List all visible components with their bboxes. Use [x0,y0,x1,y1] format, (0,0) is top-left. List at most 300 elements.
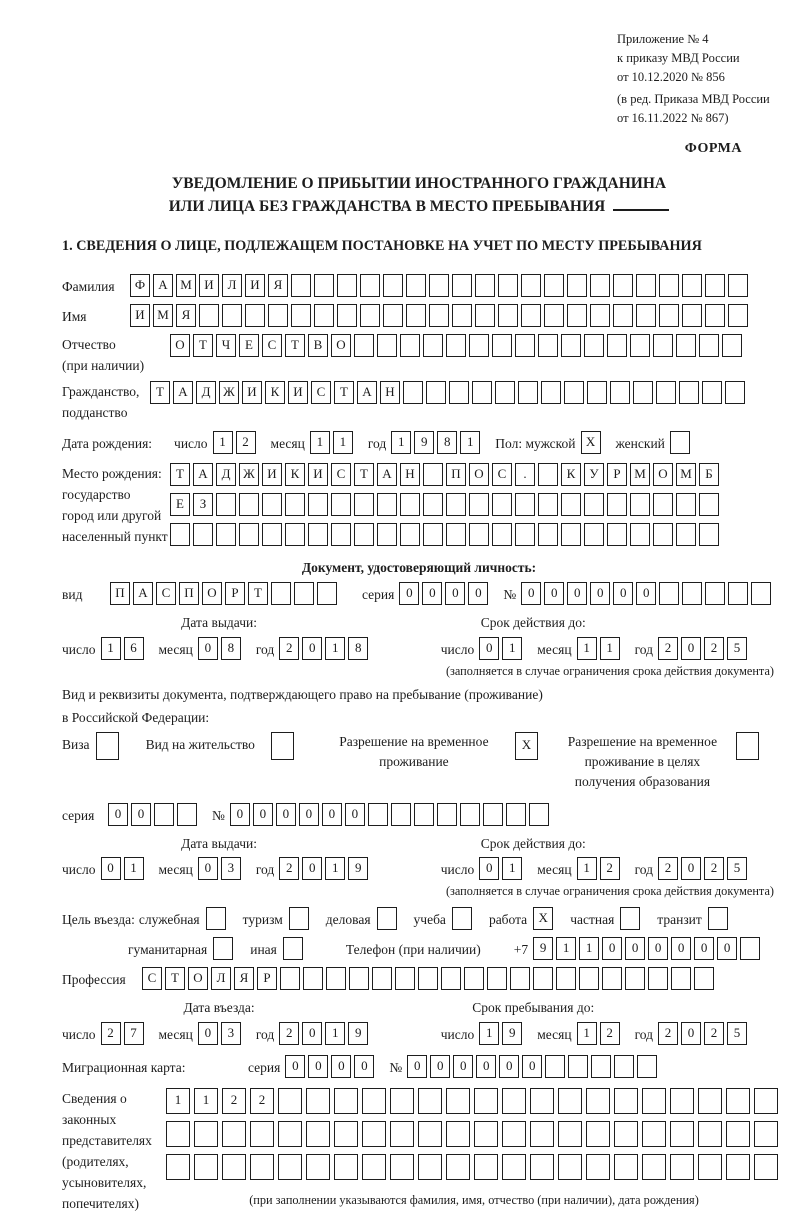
char-cell[interactable] [561,523,581,546]
char-cell[interactable]: 1 [124,857,144,880]
char-cell[interactable]: 0 [468,582,488,605]
char-cell[interactable] [728,274,748,297]
char-cell[interactable] [544,274,564,297]
char-cell[interactable] [306,1121,330,1147]
char-cell[interactable] [177,803,197,826]
char-cell[interactable] [584,334,604,357]
char-cell[interactable] [630,334,650,357]
visa-checkbox[interactable] [96,732,119,760]
char-cell[interactable] [423,463,443,486]
char-cell[interactable]: 1 [577,637,597,660]
char-cell[interactable]: А [193,463,213,486]
char-cell[interactable]: 1 [101,637,121,660]
char-cell[interactable] [653,523,673,546]
char-cell[interactable] [360,274,380,297]
char-cell[interactable]: 1 [333,431,353,454]
char-cell[interactable] [613,274,633,297]
char-cell[interactable] [429,274,449,297]
char-cell[interactable] [250,1154,274,1180]
char-cell[interactable]: 2 [600,1022,620,1045]
residence-permit-checkbox[interactable] [271,732,294,760]
char-cell[interactable]: Д [216,463,236,486]
char-cell[interactable]: 9 [348,1022,368,1045]
char-cell[interactable]: О [469,463,489,486]
char-cell[interactable] [614,1121,638,1147]
char-cell[interactable]: Д [196,381,216,404]
char-cell[interactable] [474,1154,498,1180]
char-cell[interactable] [515,334,535,357]
char-cell[interactable] [250,1121,274,1147]
char-cell[interactable] [518,381,538,404]
char-cell[interactable] [406,304,426,327]
char-cell[interactable] [630,493,650,516]
char-cell[interactable] [469,523,489,546]
char-cell[interactable] [426,381,446,404]
char-cell[interactable]: Т [150,381,170,404]
char-cell[interactable] [642,1121,666,1147]
char-cell[interactable]: 0 [636,582,656,605]
char-cell[interactable]: Ж [239,463,259,486]
char-cell[interactable]: Я [176,304,196,327]
temp-residence-edu-checkbox[interactable] [736,732,759,760]
char-cell[interactable]: 1 [166,1088,190,1114]
char-cell[interactable]: 2 [704,637,724,660]
char-cell[interactable] [441,967,461,990]
char-cell[interactable] [418,1088,442,1114]
char-cell[interactable] [372,967,392,990]
char-cell[interactable]: 0 [602,937,622,960]
char-cell[interactable]: 0 [453,1055,473,1078]
char-cell[interactable]: 0 [299,803,319,826]
char-cell[interactable] [446,1154,470,1180]
char-cell[interactable] [452,304,472,327]
char-cell[interactable] [699,334,719,357]
char-cell[interactable]: 2 [658,857,678,880]
char-cell[interactable] [271,582,291,605]
char-cell[interactable] [278,1088,302,1114]
char-cell[interactable] [728,304,748,327]
char-cell[interactable] [754,1088,778,1114]
char-cell[interactable] [391,803,411,826]
char-cell[interactable]: О [331,334,351,357]
char-cell[interactable] [726,1088,750,1114]
char-cell[interactable]: 5 [727,1022,747,1045]
char-cell[interactable] [262,493,282,516]
char-cell[interactable]: Т [165,967,185,990]
char-cell[interactable]: С [156,582,176,605]
char-cell[interactable]: 0 [354,1055,374,1078]
char-cell[interactable]: 0 [308,1055,328,1078]
char-cell[interactable] [377,493,397,516]
char-cell[interactable] [194,1121,218,1147]
char-cell[interactable]: 1 [194,1088,218,1114]
char-cell[interactable]: П [110,582,130,605]
char-cell[interactable] [740,937,760,960]
char-cell[interactable] [670,1154,694,1180]
char-cell[interactable]: 0 [625,937,645,960]
char-cell[interactable]: 1 [502,637,522,660]
char-cell[interactable]: 2 [101,1022,121,1045]
char-cell[interactable] [751,582,771,605]
char-cell[interactable] [545,1055,565,1078]
char-cell[interactable]: 0 [717,937,737,960]
char-cell[interactable] [754,1154,778,1180]
char-cell[interactable]: С [142,967,162,990]
char-cell[interactable] [676,334,696,357]
char-cell[interactable] [437,803,457,826]
char-cell[interactable] [280,967,300,990]
char-cell[interactable] [614,1154,638,1180]
char-cell[interactable] [591,1055,611,1078]
char-cell[interactable]: К [265,381,285,404]
char-cell[interactable]: 0 [131,803,151,826]
char-cell[interactable]: 0 [445,582,465,605]
char-cell[interactable]: Р [257,967,277,990]
char-cell[interactable]: 2 [704,1022,724,1045]
char-cell[interactable] [682,304,702,327]
char-cell[interactable]: 2 [658,1022,678,1045]
sex-male-checkbox[interactable]: X [581,431,601,454]
char-cell[interactable] [303,967,323,990]
char-cell[interactable]: 8 [437,431,457,454]
char-cell[interactable] [474,1121,498,1147]
char-cell[interactable] [469,493,489,516]
char-cell[interactable] [349,967,369,990]
char-cell[interactable] [498,274,518,297]
char-cell[interactable] [607,493,627,516]
char-cell[interactable] [530,1088,554,1114]
temp-residence-checkbox[interactable]: X [515,732,538,760]
purpose-private-checkbox[interactable] [620,907,640,930]
char-cell[interactable]: 0 [345,803,365,826]
char-cell[interactable]: 2 [279,637,299,660]
char-cell[interactable]: М [630,463,650,486]
char-cell[interactable]: Л [222,274,242,297]
char-cell[interactable] [533,967,553,990]
char-cell[interactable]: Т [193,334,213,357]
char-cell[interactable] [521,304,541,327]
char-cell[interactable] [682,582,702,605]
char-cell[interactable] [199,304,219,327]
char-cell[interactable]: 2 [236,431,256,454]
char-cell[interactable] [362,1154,386,1180]
char-cell[interactable]: 9 [533,937,553,960]
char-cell[interactable] [464,967,484,990]
char-cell[interactable]: Ж [219,381,239,404]
char-cell[interactable]: 1 [577,857,597,880]
char-cell[interactable] [653,493,673,516]
char-cell[interactable] [337,274,357,297]
char-cell[interactable] [354,334,374,357]
char-cell[interactable] [670,1121,694,1147]
char-cell[interactable]: Р [607,463,627,486]
char-cell[interactable]: Б [699,463,719,486]
char-cell[interactable]: 0 [198,1022,218,1045]
char-cell[interactable]: 0 [613,582,633,605]
char-cell[interactable] [671,967,691,990]
char-cell[interactable] [521,274,541,297]
char-cell[interactable]: 1 [325,637,345,660]
char-cell[interactable]: 2 [222,1088,246,1114]
char-cell[interactable]: П [446,463,466,486]
char-cell[interactable] [698,1154,722,1180]
char-cell[interactable]: 0 [322,803,342,826]
char-cell[interactable] [506,803,526,826]
char-cell[interactable]: О [170,334,190,357]
char-cell[interactable] [326,967,346,990]
char-cell[interactable] [637,1055,657,1078]
char-cell[interactable]: Т [334,381,354,404]
char-cell[interactable] [564,381,584,404]
char-cell[interactable] [726,1121,750,1147]
char-cell[interactable]: И [199,274,219,297]
char-cell[interactable] [586,1154,610,1180]
char-cell[interactable] [154,803,174,826]
char-cell[interactable]: Я [234,967,254,990]
char-cell[interactable]: Л [211,967,231,990]
char-cell[interactable] [239,523,259,546]
char-cell[interactable]: 0 [499,1055,519,1078]
char-cell[interactable] [194,1154,218,1180]
char-cell[interactable] [567,274,587,297]
char-cell[interactable] [483,803,503,826]
char-cell[interactable]: 0 [681,637,701,660]
char-cell[interactable] [561,493,581,516]
char-cell[interactable]: 2 [250,1088,274,1114]
char-cell[interactable] [610,381,630,404]
char-cell[interactable] [705,582,725,605]
char-cell[interactable] [529,803,549,826]
char-cell[interactable]: З [193,493,213,516]
char-cell[interactable] [285,523,305,546]
char-cell[interactable]: 0 [302,1022,322,1045]
char-cell[interactable] [262,523,282,546]
char-cell[interactable] [400,493,420,516]
char-cell[interactable] [383,304,403,327]
char-cell[interactable] [216,493,236,516]
char-cell[interactable]: 1 [577,1022,597,1045]
char-cell[interactable] [659,274,679,297]
char-cell[interactable] [586,1121,610,1147]
char-cell[interactable] [705,274,725,297]
purpose-business-checkbox[interactable] [377,907,397,930]
char-cell[interactable] [354,523,374,546]
char-cell[interactable] [334,1088,358,1114]
char-cell[interactable] [530,1154,554,1180]
char-cell[interactable] [403,381,423,404]
char-cell[interactable] [449,381,469,404]
char-cell[interactable]: 0 [681,1022,701,1045]
char-cell[interactable]: Н [400,463,420,486]
char-cell[interactable] [474,1088,498,1114]
char-cell[interactable] [515,493,535,516]
char-cell[interactable] [590,304,610,327]
char-cell[interactable]: 0 [544,582,564,605]
char-cell[interactable] [722,334,742,357]
char-cell[interactable] [390,1154,414,1180]
char-cell[interactable] [502,1088,526,1114]
char-cell[interactable] [278,1154,302,1180]
char-cell[interactable]: М [176,274,196,297]
char-cell[interactable]: С [262,334,282,357]
char-cell[interactable]: 0 [590,582,610,605]
char-cell[interactable]: У [584,463,604,486]
char-cell[interactable]: 0 [521,582,541,605]
char-cell[interactable] [653,334,673,357]
char-cell[interactable] [166,1121,190,1147]
char-cell[interactable]: Е [170,493,190,516]
char-cell[interactable] [377,523,397,546]
char-cell[interactable]: 6 [124,637,144,660]
char-cell[interactable]: Е [239,334,259,357]
char-cell[interactable]: 8 [221,637,241,660]
char-cell[interactable]: 0 [285,1055,305,1078]
char-cell[interactable] [222,304,242,327]
char-cell[interactable] [682,274,702,297]
char-cell[interactable] [538,463,558,486]
char-cell[interactable]: 0 [694,937,714,960]
char-cell[interactable] [334,1121,358,1147]
char-cell[interactable] [268,304,288,327]
char-cell[interactable]: 0 [331,1055,351,1078]
char-cell[interactable] [377,334,397,357]
char-cell[interactable] [334,1154,358,1180]
char-cell[interactable] [423,334,443,357]
char-cell[interactable] [670,1088,694,1114]
char-cell[interactable] [317,582,337,605]
char-cell[interactable] [170,523,190,546]
char-cell[interactable] [584,523,604,546]
char-cell[interactable] [331,493,351,516]
char-cell[interactable] [630,523,650,546]
char-cell[interactable]: 0 [479,857,499,880]
char-cell[interactable] [306,1154,330,1180]
char-cell[interactable] [446,523,466,546]
char-cell[interactable]: И [242,381,262,404]
char-cell[interactable] [245,304,265,327]
char-cell[interactable] [538,493,558,516]
char-cell[interactable] [538,334,558,357]
purpose-humanitarian-checkbox[interactable] [213,937,233,960]
char-cell[interactable]: 1 [325,857,345,880]
char-cell[interactable] [368,803,388,826]
char-cell[interactable]: 1 [579,937,599,960]
char-cell[interactable]: 0 [430,1055,450,1078]
char-cell[interactable] [475,274,495,297]
purpose-work-checkbox[interactable]: X [533,907,553,930]
char-cell[interactable]: 0 [198,857,218,880]
char-cell[interactable] [487,967,507,990]
char-cell[interactable] [648,967,668,990]
char-cell[interactable]: 0 [422,582,442,605]
char-cell[interactable] [400,523,420,546]
char-cell[interactable] [492,334,512,357]
char-cell[interactable] [698,1121,722,1147]
char-cell[interactable]: 0 [671,937,691,960]
char-cell[interactable]: М [676,463,696,486]
char-cell[interactable]: Н [380,381,400,404]
char-cell[interactable]: 0 [108,803,128,826]
char-cell[interactable]: С [331,463,351,486]
purpose-other-checkbox[interactable] [283,937,303,960]
char-cell[interactable] [400,334,420,357]
char-cell[interactable] [285,493,305,516]
char-cell[interactable] [754,1121,778,1147]
char-cell[interactable] [694,967,714,990]
char-cell[interactable]: А [153,274,173,297]
char-cell[interactable] [414,803,434,826]
char-cell[interactable] [469,334,489,357]
char-cell[interactable]: 1 [213,431,233,454]
char-cell[interactable] [331,523,351,546]
char-cell[interactable]: 0 [302,637,322,660]
char-cell[interactable] [725,381,745,404]
purpose-transit-checkbox[interactable] [708,907,728,930]
char-cell[interactable]: И [130,304,150,327]
char-cell[interactable] [390,1121,414,1147]
char-cell[interactable]: 0 [302,857,322,880]
char-cell[interactable]: 1 [479,1022,499,1045]
char-cell[interactable] [314,274,334,297]
purpose-study-checkbox[interactable] [452,907,472,930]
char-cell[interactable] [452,274,472,297]
char-cell[interactable]: 0 [276,803,296,826]
char-cell[interactable] [495,381,515,404]
char-cell[interactable]: М [153,304,173,327]
char-cell[interactable]: 5 [727,637,747,660]
char-cell[interactable]: Р [225,582,245,605]
char-cell[interactable] [558,1121,582,1147]
char-cell[interactable]: 3 [221,857,241,880]
char-cell[interactable]: 2 [279,1022,299,1045]
char-cell[interactable]: О [202,582,222,605]
char-cell[interactable]: Ф [130,274,150,297]
char-cell[interactable] [423,493,443,516]
char-cell[interactable] [625,967,645,990]
char-cell[interactable] [222,1121,246,1147]
char-cell[interactable]: 0 [681,857,701,880]
char-cell[interactable] [614,1088,638,1114]
char-cell[interactable]: А [133,582,153,605]
char-cell[interactable]: 9 [348,857,368,880]
char-cell[interactable] [429,304,449,327]
char-cell[interactable] [460,803,480,826]
char-cell[interactable] [423,523,443,546]
char-cell[interactable]: 0 [479,637,499,660]
char-cell[interactable]: 2 [704,857,724,880]
char-cell[interactable]: Ч [216,334,236,357]
char-cell[interactable] [362,1121,386,1147]
char-cell[interactable] [567,304,587,327]
char-cell[interactable]: 8 [348,637,368,660]
char-cell[interactable]: 1 [600,637,620,660]
char-cell[interactable] [579,967,599,990]
char-cell[interactable]: А [173,381,193,404]
char-cell[interactable]: 0 [567,582,587,605]
char-cell[interactable]: 9 [414,431,434,454]
char-cell[interactable] [728,582,748,605]
char-cell[interactable] [418,1121,442,1147]
char-cell[interactable]: 7 [124,1022,144,1045]
char-cell[interactable] [502,1121,526,1147]
char-cell[interactable]: 0 [399,582,419,605]
char-cell[interactable] [642,1154,666,1180]
char-cell[interactable]: А [377,463,397,486]
char-cell[interactable] [446,1121,470,1147]
char-cell[interactable] [498,304,518,327]
char-cell[interactable] [492,523,512,546]
char-cell[interactable]: 9 [502,1022,522,1045]
